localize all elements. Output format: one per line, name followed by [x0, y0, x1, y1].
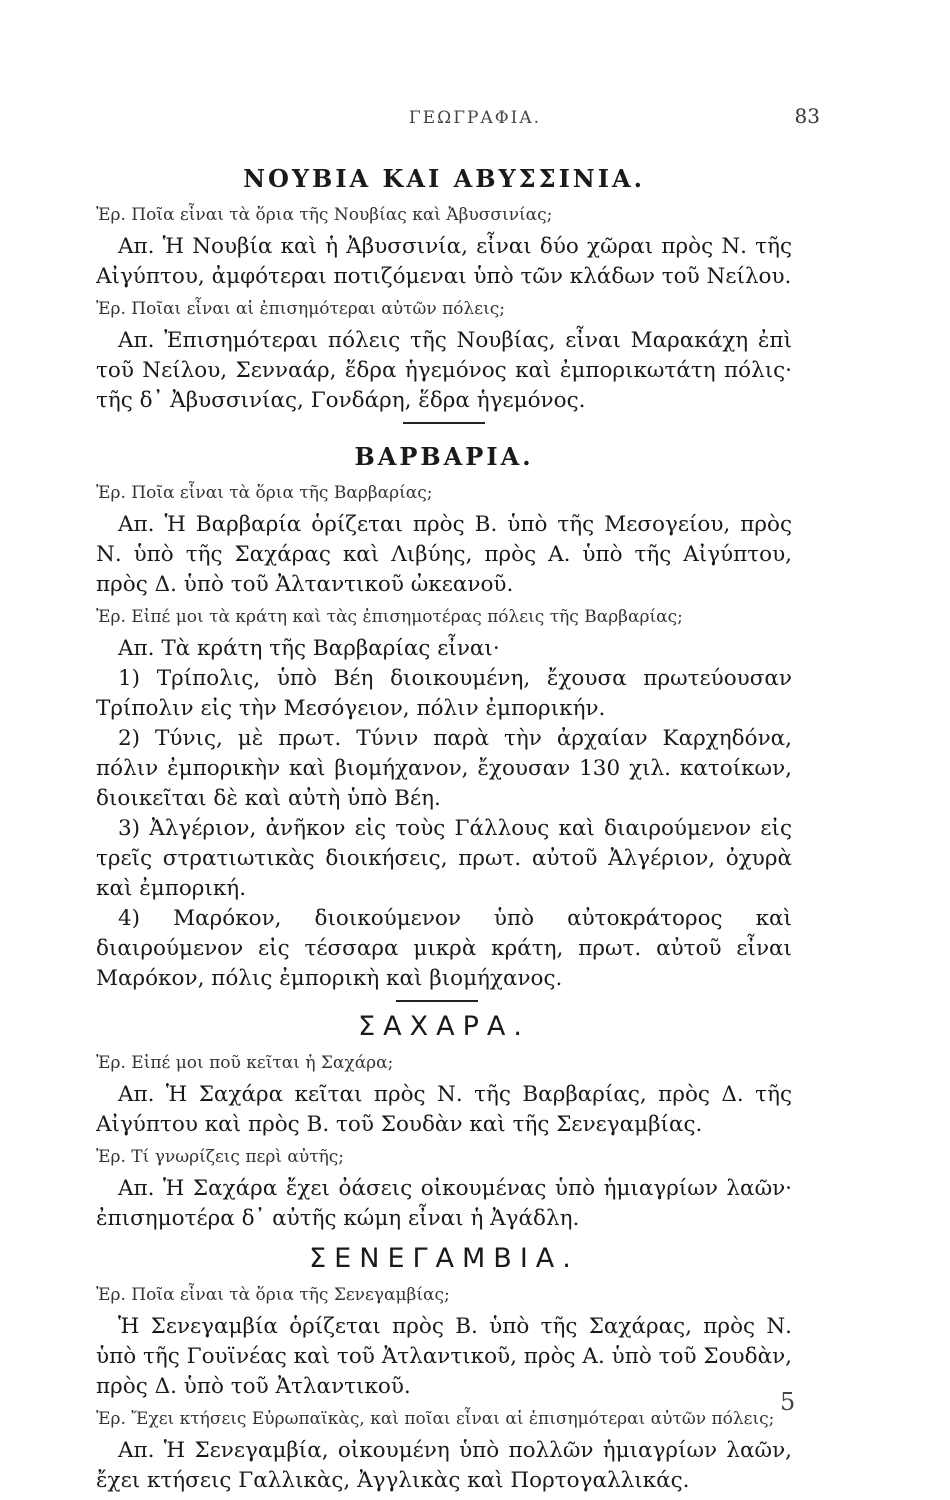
answer: Απ. Ἐπισημότεραι πόλεις τῆς Νουβίας, εἶναι Μαρακάχη ἐπὶ τοῦ Νείλου, Σενναάρ, ἕδρα ἡγεμόνος καὶ ἐμπορικωτάτη πόλις· τῆς δ᾽ Ἀβυσσινίας, Γονδάρη, ἕδρα ἡγεμόνος. — [96, 328, 792, 413]
question: Ἐρ. Εἰπέ μοι τὰ κράτη καὶ τὰς ἐπισημοτέρας πόλεις τῆς Βαρβαρίας; — [96, 607, 683, 627]
question: Ἐρ. Ποῖα εἶναι τὰ ὅρια τῆς Σενεγαμβίας; — [96, 1285, 450, 1305]
answer: Απ. Ἡ Σενεγαμβία, οἰκουμένη ὑπὸ πολλῶν ἡμιαγρίων λαῶν, ἔχει κτήσεις Γαλλικὰς, Ἀγγλικὰς καὶ Πορτογαλλικάς. — [96, 1438, 792, 1493]
signature-mark: 5 — [780, 1388, 796, 1416]
answer: Απ. Τὰ κράτη τῆς Βαρβαρίας εἶναι· — [118, 636, 500, 661]
list-item: 1) Τρίπολις, ὑπὸ Βέη διοικουμένη, ἔχουσα πρωτεύουσαν Τρίπολιν εἰς τὴν Μεσόγειον, πόλιν ἐμπορικήν. — [96, 666, 792, 721]
answer: Απ. Ἡ Νουβία καὶ ἡ Ἀβυσσινία, εἶναι δύο χῶραι πρὸς Ν. τῆς Αἰγύπτου, ἀμφότεραι ποτιζόμεναι ὑπὸ τῶν κλάδων τοῦ Νείλου. — [96, 234, 792, 289]
answer: Απ. Ἡ Βαρβαρία ὁρίζεται πρὸς Β. ὑπὸ τῆς Μεσογείου, πρὸς Ν. ὑπὸ τῆς Σαχάρας καὶ Λιβύης, πρὸς Α. ὑπὸ τῆς Αἰγύπτου, πρὸς Δ. ὑπὸ τοῦ Ἀλταντικοῦ ὠκεανοῦ. — [96, 512, 792, 597]
page-number: 83 — [794, 104, 820, 128]
question: Ἐρ. Τί γνωρίζεις περὶ αὐτῆς; — [96, 1147, 345, 1167]
section-divider — [403, 422, 485, 424]
section-title-senegambia: ΣΕΝΕΓΑΜΒΙΑ. — [309, 1243, 579, 1274]
answer: Απ. Ἡ Σαχάρα ἔχει ὀάσεις οἰκουμένας ὑπὸ ἡμιαγρίων λαῶν· ἐπισημοτέρα δ᾽ αὐτῆς κώμη εἶναι ἡ Ἀγάδλη. — [96, 1176, 792, 1231]
section-title-nubia: ΝΟΥΒΙΑ ΚΑΙ ΑΒΥΣΣΙΝΙΑ. — [243, 164, 645, 193]
page-body — [96, 160, 792, 1496]
question: Ἐρ. Εἰπέ μοι ποῦ κεῖται ἡ Σαχάρα; — [96, 1053, 394, 1073]
section-title-barbaria: ΒΑΡΒΑΡΙΑ. — [354, 442, 534, 471]
question: Ἐρ. Ποῖα εἶναι τὰ ὅρια τῆς Νουβίας καὶ Ἀβυσσινίας; — [96, 205, 553, 225]
question: Ἐρ. Ποῖα εἶναι τὰ ὅρια τῆς Βαρβαρίας; — [96, 483, 433, 503]
question: Ἐρ. Ἔχει κτήσεις Εὐρωπαϊκὰς, καὶ ποῖαι εἶναι αἱ ἐπισημότεραι αὐτῶν πόλεις; — [96, 1409, 775, 1429]
list-item: 2) Τύνις, μὲ πρωτ. Τύνιν παρὰ τὴν ἀρχαίαν Καρχηδόνα, πόλιν ἐμπορικὴν καὶ βιομήχανον, ἔχουσαν 130 χιλ. κατοίκων, διοικεῖται δὲ καὶ αὐτὴ ὑπὸ Βέη. — [96, 726, 792, 811]
section-title-sahara: ΣΑΧΑΡΑ. — [358, 1011, 530, 1042]
section-divider — [396, 1000, 478, 1002]
running-title: ΓΕΩΓΡΑΦΙΑ. — [408, 108, 542, 128]
question: Ἐρ. Ποῖαι εἶναι αἱ ἐπισημότεραι αὐτῶν πόλεις; — [96, 299, 505, 319]
answer: Ἡ Σενεγαμβία ὁρίζεται πρὸς Β. ὑπὸ τῆς Σαχάρας, πρὸς Ν. ὑπὸ τῆς Γουϊνέας καὶ τοῦ Ἀτλαντικοῦ, πρὸς Α. ὑπὸ τοῦ Σουδὰν, πρὸς Δ. ὑπὸ τοῦ Ἀτλαντικοῦ. — [96, 1314, 792, 1399]
answer: Απ. Ἡ Σαχάρα κεῖται πρὸς Ν. τῆς Βαρβαρίας, πρὸς Δ. τῆς Αἰγύπτου καὶ πρὸς Β. τοῦ Σουδὰν καὶ τῆς Σενεγαμβίας. — [96, 1082, 792, 1137]
list-item: 3) Ἀλγέριον, ἀνῆκον εἰς τοὺς Γάλλους καὶ διαιρούμενον εἰς τρεῖς στρατιωτικὰς διοικήσεις, πρωτ. αὐτοῦ Ἀλγέριον, ὀχυρὰ καὶ ἐμπορική. — [96, 816, 792, 901]
list-item: 4) Μαρόκον, διοικούμενον ὑπὸ αὐτοκράτορος καὶ διαιρούμενον εἰς τέσσαρα μικρὰ κράτη, πρωτ. αὐτοῦ εἶναι Μαρόκον, πόλις ἐμπορικὴ καὶ βιομήχανος. — [96, 906, 792, 991]
